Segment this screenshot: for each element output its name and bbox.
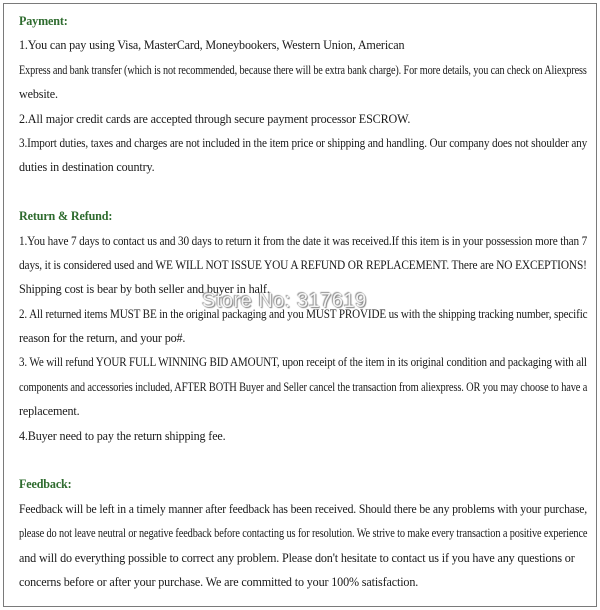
store-watermark: Store No: 317619: [202, 290, 367, 312]
refund-line: replacement.: [19, 404, 80, 419]
refund-lines: [19, 229, 590, 449]
refund-line: 2. All returned items MUST BE in the original packaging and you MUST PROVIDE us with the shipping tracking number, specific: [19, 306, 588, 321]
refund-line: days, it is considered used and WE WILL NOT ISSUE YOU A REFUND OR REPLACEMENT. There are NO EXCEPTIONS!: [19, 257, 587, 272]
refund-line: Shipping cost is bear by both seller and buyer in half.: [19, 282, 270, 297]
feedback-lines: [19, 497, 590, 595]
feedback-line: please do not leave neutral or negative feedback before contacting us for resolution. We strive to make every transaction a positive experience: [19, 526, 588, 541]
refund-line: 3. We will refund YOUR FULL WINNING BID AMOUNT, upon receipt of the item in its original condition and packaging with all: [19, 355, 587, 370]
payment-line: duties in destination country.: [19, 160, 155, 175]
payment-heading: Payment:: [19, 14, 68, 28]
feedback-line: and will do everything possible to correct any problem. Please don't hesitate to contact us if you have any questions or: [19, 550, 575, 565]
refund-line: reason for the return, and your po#.: [19, 331, 186, 346]
refund-heading: Return & Refund:: [19, 209, 113, 224]
feedback-line: concerns before or after your purchase. We are committed to your 100% satisfaction.: [19, 574, 419, 589]
feedback-heading: Feedback:: [19, 477, 72, 492]
feedback-line: Feedback will be left in a timely manner after feedback has been received. Should there be any problems with your purchase,: [19, 501, 588, 516]
payment-line: 1.You can pay using Visa, MasterCard, Moneybookers, Western Union, American: [19, 38, 405, 53]
payment-line: Express and bank transfer (which is not recommended, because there will be extra bank charge). For more details, you can check on Aliexpress: [19, 62, 587, 77]
payment-line: 2.All major credit cards are accepted through secure payment processor ESCROW.: [19, 111, 411, 126]
section-spacer: [19, 448, 590, 472]
payment-line: website.: [19, 87, 58, 102]
payment-line: 3.Import duties, taxes and charges are not included in the item price or shipping and handling. Our company does not shoulder any: [19, 135, 588, 150]
section-spacer: [19, 180, 590, 204]
refund-line: components and accessories included, AFTER BOTH Buyer and Seller cancel the transaction from aliexpress. OR you may choose to have a: [19, 379, 588, 394]
refund-line: 1.You have 7 days to contact us and 30 days to return it from the date it was received.If this item is in your possession more than 7: [19, 233, 588, 248]
payment-lines: [19, 33, 590, 179]
refund-line: 4.Buyer need to pay the return shipping fee.: [19, 428, 226, 443]
